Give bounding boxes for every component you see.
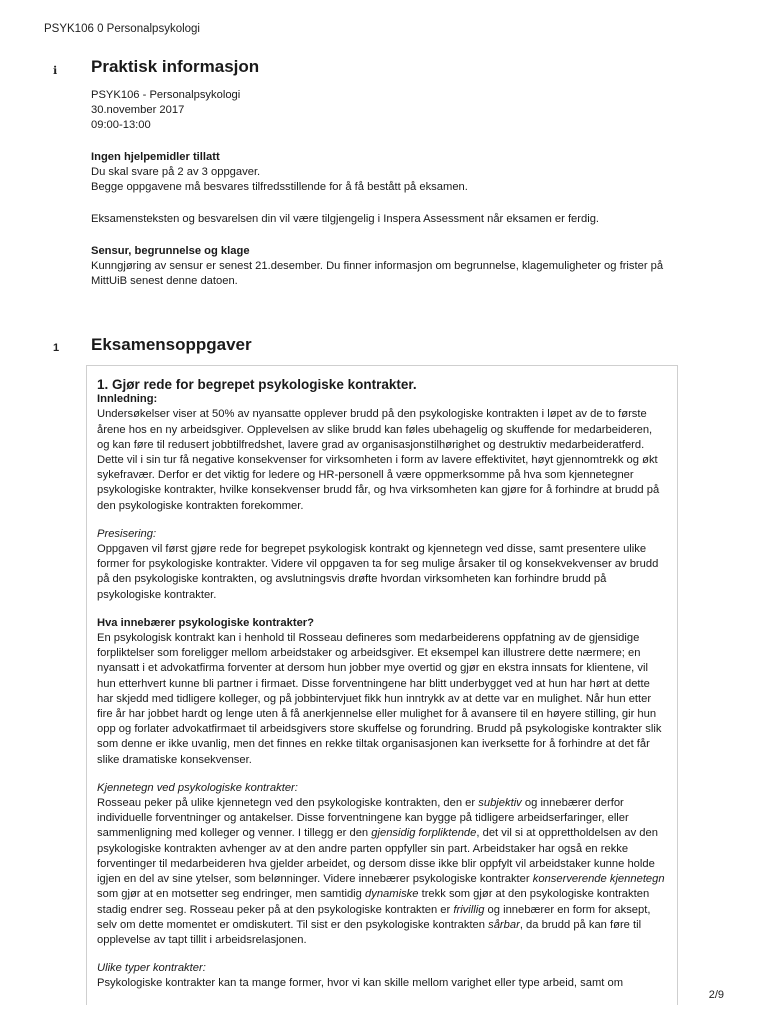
page-number: 2/9 xyxy=(708,989,724,1001)
what-heading: Hva innebærer psykologiske kontrakter? xyxy=(97,616,314,629)
exam-time: 09:00-13:00 xyxy=(91,119,151,131)
exam-section-title: Eksamensoppgaver xyxy=(91,335,252,354)
traits-term-sarbar: sårbar xyxy=(488,918,520,931)
traits-term-frivillig: frivillig xyxy=(453,903,485,916)
intro-text: Undersøkelser viser at 50% av nyansatte opplever brudd på den psykologiske kontrakten i løpet av de to første årene hos en ny arbeidsgiver. Opplevelsen av slike brudd kan føles ubehagelig og skuffende for medarbeideren, og kan føre til redusert jobbtilfredshet, lavere grad av organisasjonstilhørighet og destruktiv medarbeideratferd. Dette vil i sin tur få negative konsekvenser for virksomheten i form av lavere effektivitet, høyt gjennomtrekk og økt sykefravær. Derfor er det viktig for ledere og HR-personell å være oppmerksomme på hva som kjennetegner psykologiske kontrakter, hvilke konsekvenser brudd får, og hva virksomheten kan gjøre for å forhindre at brudd på den psykologiske kontrakten forekommer. xyxy=(97,408,660,512)
task-box xyxy=(86,365,678,1005)
types-heading: Ulike typer kontrakter: xyxy=(97,962,206,975)
aids-line-1: Du skal svare på 2 av 3 oppgaver. xyxy=(91,166,261,178)
practical-info-title: Praktisk informasjon xyxy=(91,57,260,76)
traits-text-part: og innebærer derfor individuelle forventninger og antakelser. Disse forventningene kan bygge på tidligere arbeidserfaringer, eller sammenligning med kolleger og venner. I tillegg er den xyxy=(97,797,629,840)
traits-term-dynamiske: dynamiske xyxy=(365,888,419,901)
inspera-text: Eksamensteksten og besvarelsen din vil være tilgjengelig i Inspera Assessment når eksamen er ferdig. xyxy=(91,213,600,225)
precision-heading: Presisering: xyxy=(97,527,157,540)
aids-heading: Ingen hjelpemidler tillatt xyxy=(91,151,220,163)
traits-text xyxy=(97,796,667,948)
types-text: Psykologiske kontrakter kan ta mange former, hvor vi kan skille mellom varighet eller type arbeid, samt om xyxy=(97,977,624,990)
intro-heading: Innledning: xyxy=(97,393,158,406)
course-name: PSYK106 - Personalpsykologi xyxy=(91,89,241,101)
precision-text: Oppgaven vil først gjøre rede for begrepet psykologisk kontrakt og kjennetegn ved disse, samt presentere ulike former for psykologiske kontrakter. Videre vil oppgaven ta for seg mulige årsaker til og konsekvekvenser av brudd på den psykologiske kontrakten, og avslutningsvis drøfte hvordan virksomheten kan forhindre brudd på psykologiske kontrakter. xyxy=(97,543,659,601)
what-text: En psykologisk kontrakt kan i henhold til Rosseau defineres som medarbeiderens oppfatning av de gjensidige forpliktelser som foreligger mellom arbeidstaker og arbeidsgiver. Et eksempel kan illustrere dette nærmere; en nyansatt i et advokatfirma forventer at dersom hun jobber mye overtid og gjør en ekstra innsats for klientene, vil hun etterhvert kunne bli partner i firmaet. Disse forventningene har blitt underbygget ved at hun har hørt at dette har skjedd med tidligere kolleger, og på jobbintervjuet fikk hun inntrykk av at dette var en mulighet. Når hun etter fire år har jobbet hardt og lenge uten å få anerkjennelse eller mulighet for å avansere til en høyere stilling, gir hun opp og forlater advokatfirmaet til arbeidsgivers store skuffelse og forundring. Brudd på psykologiske kontrakter slik som denne er ikke uvanlig, men det finnes en rekke tiltak organisasjonen kan iverksette for å forhindre at det får slike dramatiske konsekvenser. xyxy=(97,632,662,766)
page-header-title: PSYK106 0 Personalpsykologi xyxy=(44,23,200,35)
traits-text-part: og innebærer en form for aksept, selv om dette momentet er omdiskutert. Til sist er den psykologiske kontrakten xyxy=(97,903,651,931)
traits-text-part: som gjør at en motsetter seg endringer, men samtidig xyxy=(97,888,365,901)
practical-info-body xyxy=(91,88,681,289)
traits-text-part: , da brudd på kan føre til opplevelse av tapt tillit i arbeidsrelasjonen. xyxy=(97,918,642,946)
traits-text-part: Rosseau peker på ulike kjennetegn ved den psykologiske kontrakten, den er xyxy=(97,797,479,810)
traits-heading: Kjennetegn ved psykologiske kontrakter: xyxy=(97,781,298,794)
traits-term-gjensidig: gjensidig forpliktende xyxy=(371,827,477,840)
exam-date: 30.november 2017 xyxy=(91,104,185,116)
task-title: 1. Gjør rede for begrepet psykologiske kontrakter. xyxy=(97,377,417,392)
traits-term-konserverende: konserverende kjennetegn xyxy=(532,873,665,886)
section-number: 1 xyxy=(53,342,60,354)
traits-text-part: trekk som gjør at den psykologiske kontrakten stadig endrer seg. Rosseau peker på at den psykologiske kontrakten er xyxy=(97,888,650,916)
traits-text-part: , det vil si at opprettholdelsen av den psykologiske kontrakten avhenger av at den andre parten oppfyller sin part. Arbeidstaker har også en rekke forventinger til medarbeideren hva gjelder arbeidet, og dersom disse ikke blir oppfylt vil arbeidstaker kunne holde igjen en del av sine ytelser, som belønninger. Videre innebærer psykologiske kontrakter xyxy=(97,827,658,886)
sensur-heading: Sensur, begrunnelse og klage xyxy=(91,245,250,257)
aids-line-2: Begge oppgavene må besvares tilfredsstillende for å få bestått på eksamen. xyxy=(91,181,468,193)
info-icon: ℹ xyxy=(53,65,58,77)
traits-term-subjektiv: subjektiv xyxy=(478,797,522,810)
sensur-text: Kunngjøring av sensur er senest 21.desember. Du finner informasjon om begrunnelse, klagemuligheter og frister på MittUiB senest denne datoen. xyxy=(91,260,664,287)
